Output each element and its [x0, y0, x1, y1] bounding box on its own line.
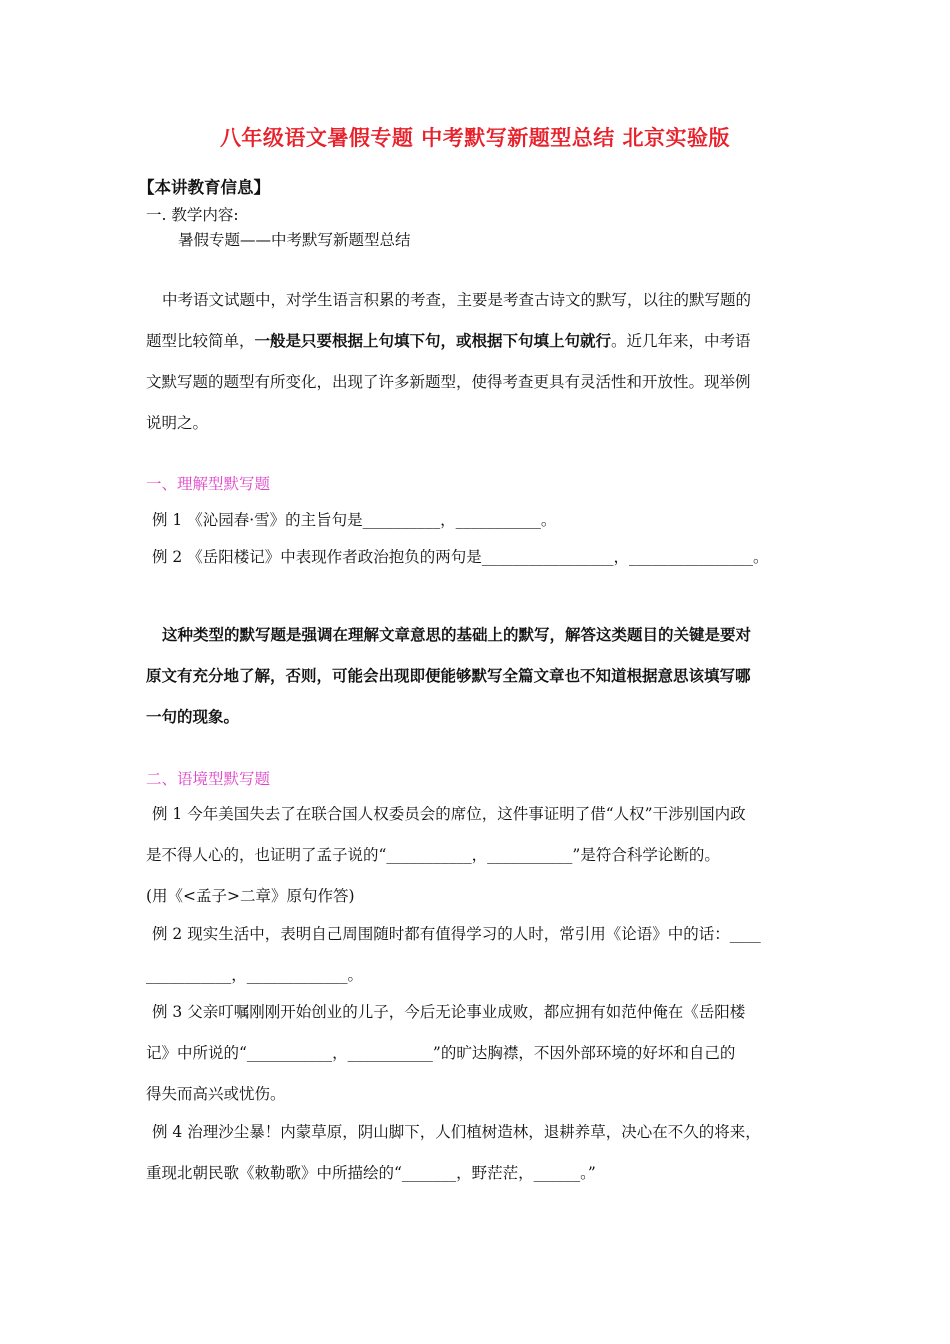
- section-2-example-3-line-1: 例 3 父亲叮嘱刚刚开始创业的儿子，今后无论事业成败，都应拥有如范仲俺在《岳阳楼: [152, 1003, 746, 1021]
- document-title: 八年级语文暑假专题 中考默写新题型总结 北京实验版: [219, 125, 731, 150]
- section-1-heading: 一、理解型默写题: [146, 475, 271, 493]
- intro-line-3: 文默写题的题型有所变化，出现了许多新题型，使得考查更具有灵活性和开放性。现举例: [146, 373, 751, 391]
- intro-line-2: [146, 329, 751, 351]
- section-1-note-line-2: 原文有充分地了解，否则，可能会出现即便能够默写全篇文章也不知道根据意思该填写哪: [146, 666, 751, 685]
- section-2-heading: 二、语境型默写题: [146, 770, 271, 788]
- section-1-example-1: 例 1 《沁园春·雪》的主旨句是__________，___________。: [152, 511, 557, 529]
- section-2-example-2-line-1: 例 2 现实生活中，表明自己周围随时都有值得学习的人时，常引用《论语》中的话：____: [152, 925, 761, 943]
- section-2-example-4-line-2: 重现北朝民歌《敕勒歌》中所描绘的“_______，野茫茫，______。”: [146, 1164, 596, 1182]
- teaching-label: 一. 教学内容:: [146, 206, 239, 224]
- intro-line-2-a: 题型比较简单，: [146, 332, 255, 350]
- intro-line-2-bold: 一般是只要根据上句填下句，或根据下句填上句就行: [254, 331, 612, 350]
- intro-line-2-c: 。近几年来，中考语: [611, 332, 751, 350]
- info-header: 【本讲教育信息】: [138, 178, 270, 197]
- section-2-example-3-line-2: 记》中所说的“___________，___________”的旷达胸襟，不因外部环境的好坏和自己的: [146, 1044, 736, 1062]
- section-2-example-2-line-2: ___________，_____________。: [146, 966, 364, 984]
- intro-line-4: 说明之。: [146, 414, 209, 432]
- section-2-example-3-line-3: 得失而高兴或忧伤。: [146, 1085, 286, 1103]
- section-2-example-4-line-1: 例 4 治理沙尘暴！内蒙草原，阴山脚下，人们植树造林，退耕养草，决心在不久的将来，: [152, 1123, 761, 1141]
- section-1-example-2: 例 2 《岳阳楼记》中表现作者政治抱负的两句是_________________，________________。: [152, 548, 769, 566]
- section-2-example-1-line-1: 例 1 今年美国失去了在联合国人权委员会的席位，这件事证明了借“人权”干涉别国内政: [152, 805, 746, 823]
- teaching-topic: 暑假专题——中考默写新题型总结: [178, 231, 411, 249]
- section-2-example-1-line-3: (用《<孟子>二章》原句作答): [146, 887, 355, 905]
- section-1-note-line-3: 一句的现象。: [146, 707, 240, 726]
- section-2-example-1-line-2: 是不得人心的，也证明了孟子说的“___________，___________”是符合科学论断的。: [146, 846, 720, 864]
- intro-line-1: 中考语文试题中，对学生语言积累的考查，主要是考查古诗文的默写，以往的默写题的: [162, 291, 752, 309]
- section-1-note-line-1: 这种类型的默写题是强调在理解文章意思的基础上的默写，解答这类题目的关键是要对: [162, 625, 752, 644]
